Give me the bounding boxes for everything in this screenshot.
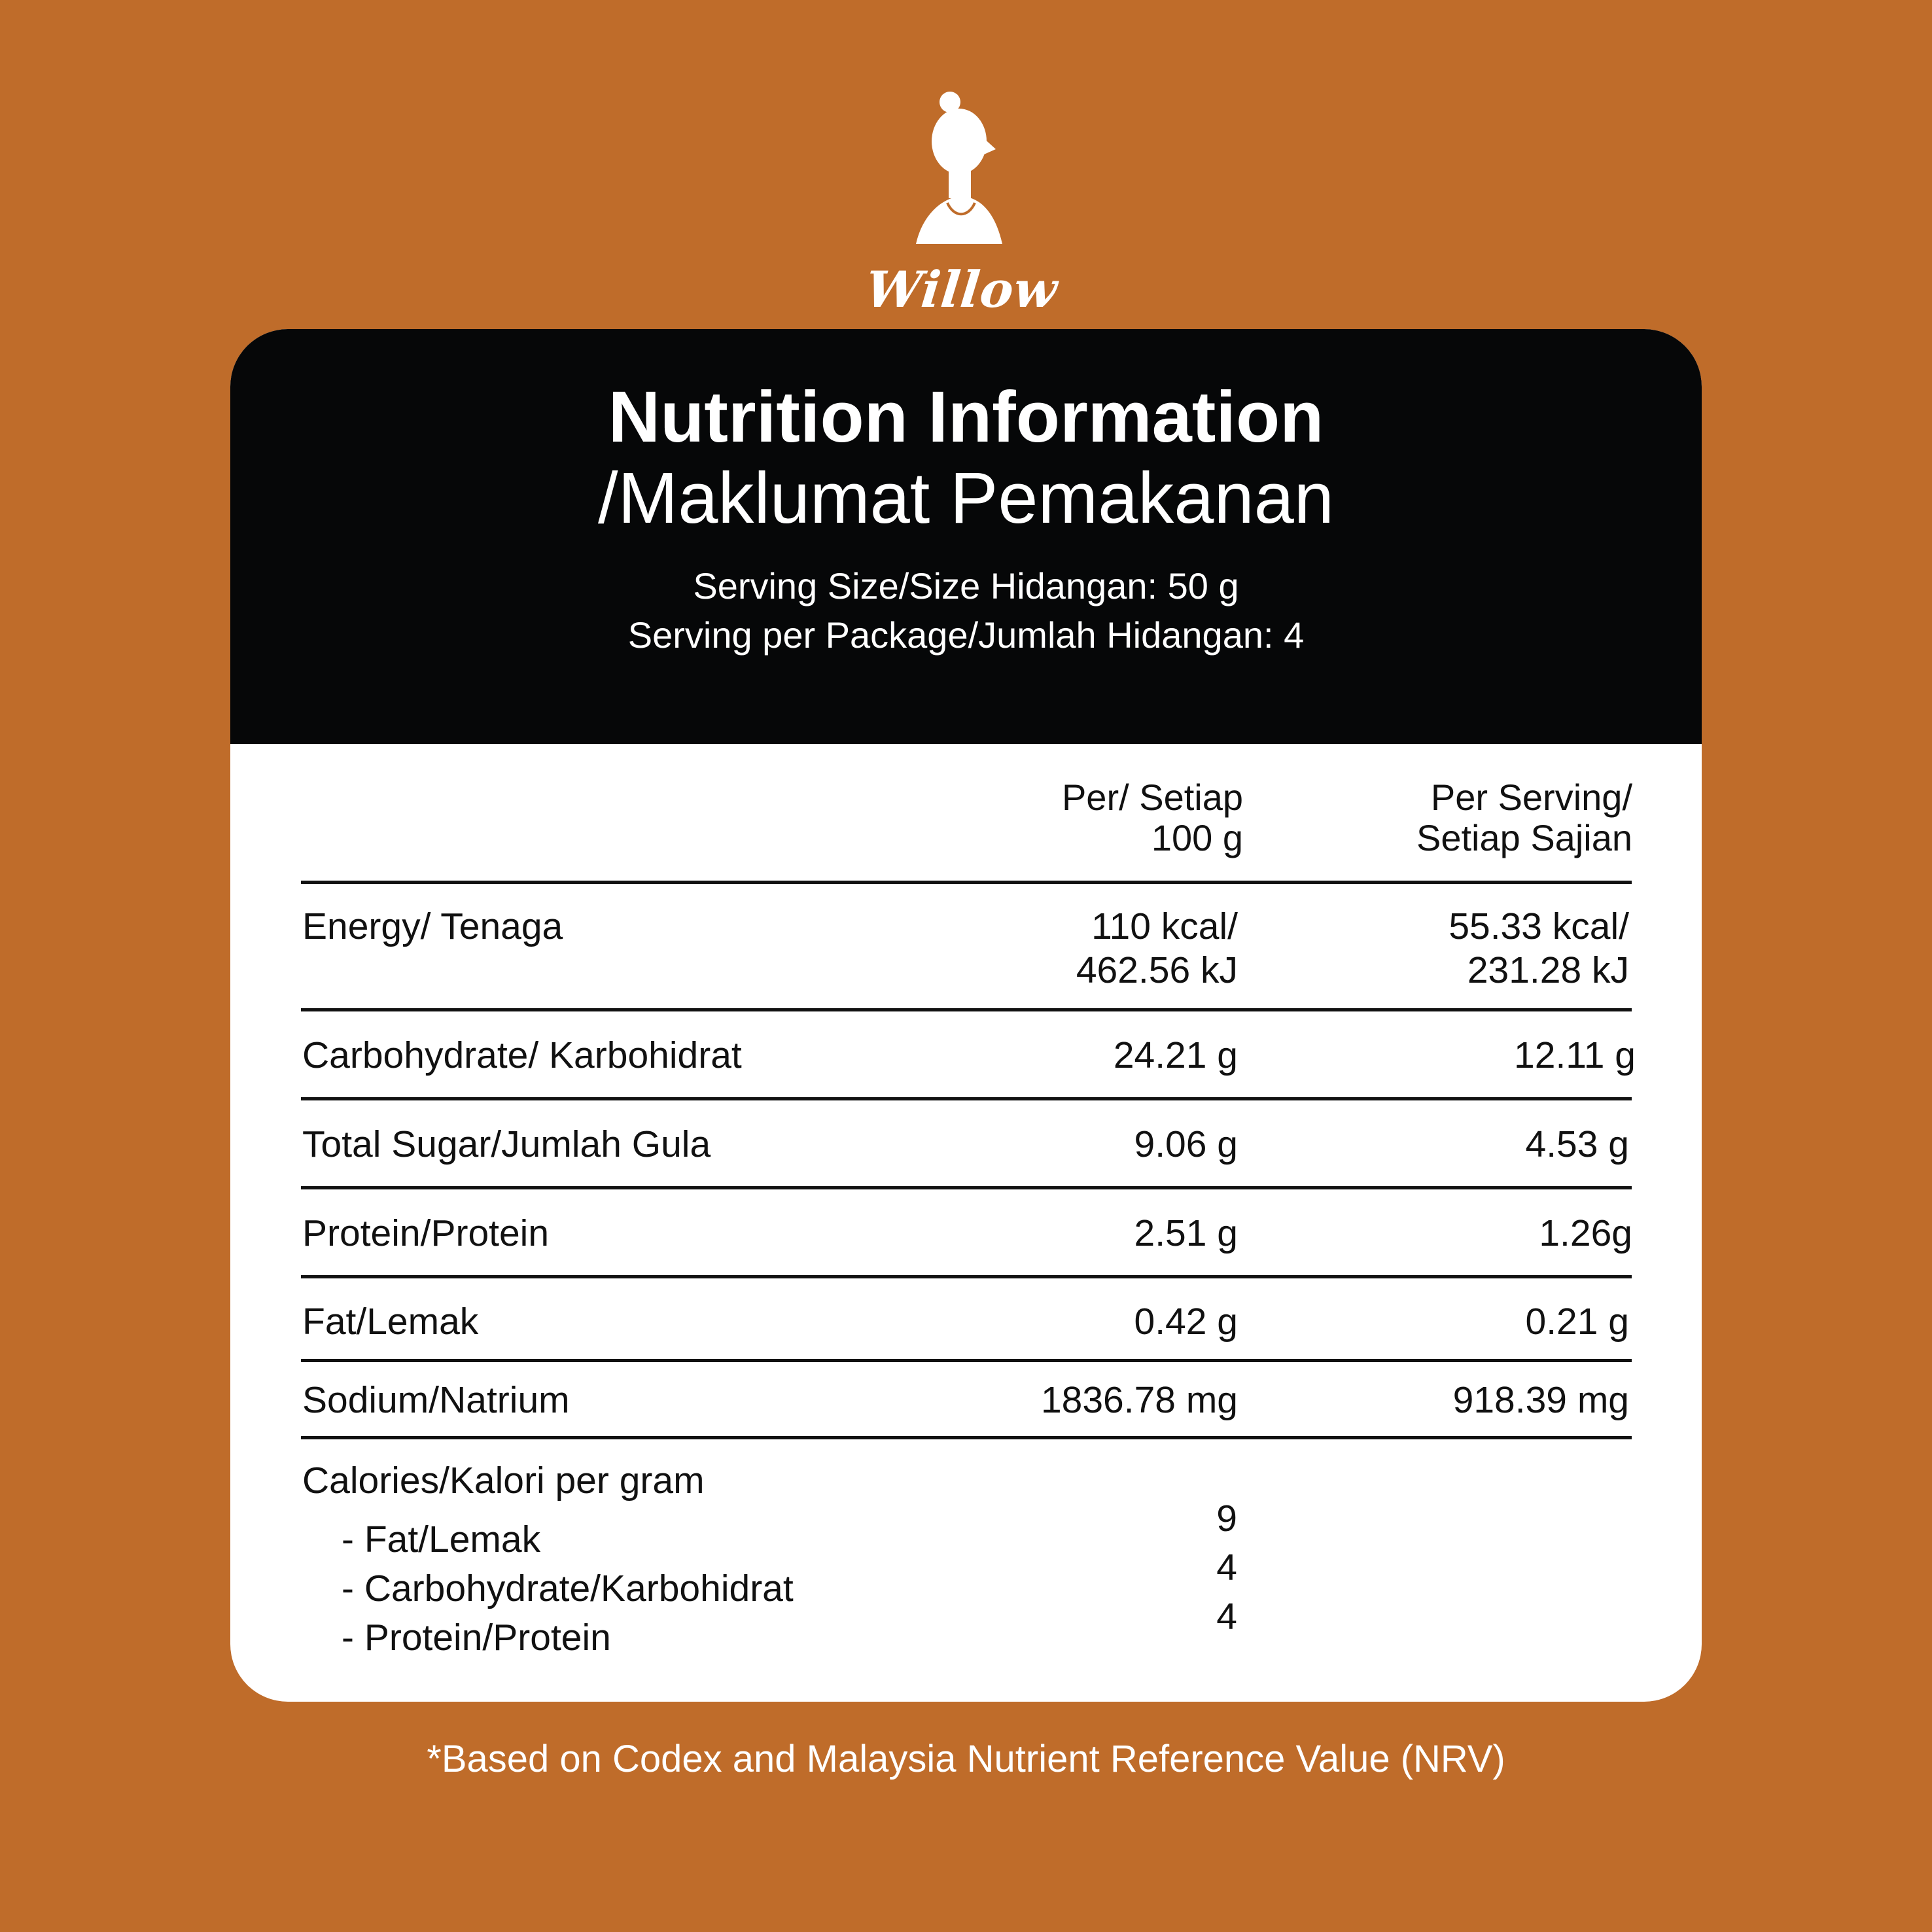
row-label-fat: Fat/Lemak bbox=[302, 1301, 479, 1343]
col-header-per100-line1: Per/ Setiap bbox=[1061, 777, 1243, 818]
footnote: *Based on Codex and Malaysia Nutrient Reference Value (NRV) bbox=[427, 1738, 1505, 1780]
row-label-protein: Protein/Protein bbox=[302, 1212, 550, 1254]
row-label-carbohydrate: Carbohydrate/ Karbohidrat bbox=[302, 1034, 742, 1076]
fat-per100: 0.42 g bbox=[1134, 1301, 1238, 1343]
sodium-per100: 1836.78 mg bbox=[1040, 1379, 1238, 1421]
protein-perserving: 1.26g bbox=[1539, 1212, 1632, 1254]
fat-perserving: 0.21 g bbox=[1525, 1301, 1629, 1343]
energy-per100-kcal: 110 kcal/ bbox=[1091, 905, 1238, 947]
total-sugar-perserving: 4.53 g bbox=[1525, 1123, 1629, 1165]
row-label-energy: Energy/ Tenaga bbox=[302, 905, 563, 947]
energy-perserving-kcal: 55.33 kcal/ bbox=[1449, 905, 1629, 947]
woman-silhouette-icon bbox=[851, 84, 1073, 254]
calories-item-value: 4 bbox=[1216, 1596, 1237, 1638]
col-header-per100-line2: 100 g bbox=[1151, 817, 1243, 858]
title-line-2: /Maklumat Pemakanan bbox=[598, 458, 1334, 538]
calories-per-gram-heading: Calories/Kalori per gram bbox=[302, 1460, 705, 1502]
calories-item-value: 4 bbox=[1216, 1547, 1237, 1589]
energy-perserving-kj: 231.28 kJ bbox=[1467, 949, 1629, 991]
serving-per-package: Serving per Package/Jumlah Hidangan: 4 bbox=[627, 614, 1305, 656]
table-rule bbox=[301, 1359, 1632, 1362]
calories-item-label: - Carbohydrate/Karbohidrat bbox=[342, 1568, 794, 1609]
carbohydrate-per100: 24.21 g bbox=[1113, 1034, 1238, 1076]
row-label-total-sugar: Total Sugar/Jumlah Gula bbox=[302, 1123, 711, 1165]
row-label-sodium: Sodium/Natrium bbox=[302, 1379, 570, 1421]
total-sugar-per100: 9.06 g bbox=[1134, 1123, 1238, 1165]
table-rule bbox=[301, 1186, 1632, 1189]
col-header-perserving-line1: Per Serving/ bbox=[1430, 777, 1632, 818]
table-rule bbox=[301, 1008, 1632, 1011]
calories-item-label: - Protein/Protein bbox=[342, 1617, 611, 1659]
carbohydrate-perserving: 12.11 g bbox=[1514, 1034, 1636, 1076]
table-rule bbox=[301, 881, 1632, 884]
table-rule bbox=[301, 1097, 1632, 1100]
col-header-perserving-line2: Setiap Sajian bbox=[1416, 817, 1632, 858]
protein-per100: 2.51 g bbox=[1134, 1212, 1238, 1254]
calories-item-label: - Fat/Lemak bbox=[342, 1519, 541, 1560]
sodium-perserving: 918.39 mg bbox=[1452, 1379, 1629, 1421]
serving-size: Serving Size/Size Hidangan: 50 g bbox=[693, 565, 1239, 606]
table-rule bbox=[301, 1436, 1632, 1439]
table-rule bbox=[301, 1275, 1632, 1278]
title-line-1: Nutrition Information bbox=[608, 377, 1324, 457]
brand-wordmark: Willow bbox=[862, 260, 1061, 319]
energy-per100-kj: 462.56 kJ bbox=[1076, 949, 1238, 991]
calories-item-value: 9 bbox=[1216, 1498, 1237, 1539]
brand-logo bbox=[851, 84, 1073, 319]
card-header bbox=[230, 329, 1702, 744]
